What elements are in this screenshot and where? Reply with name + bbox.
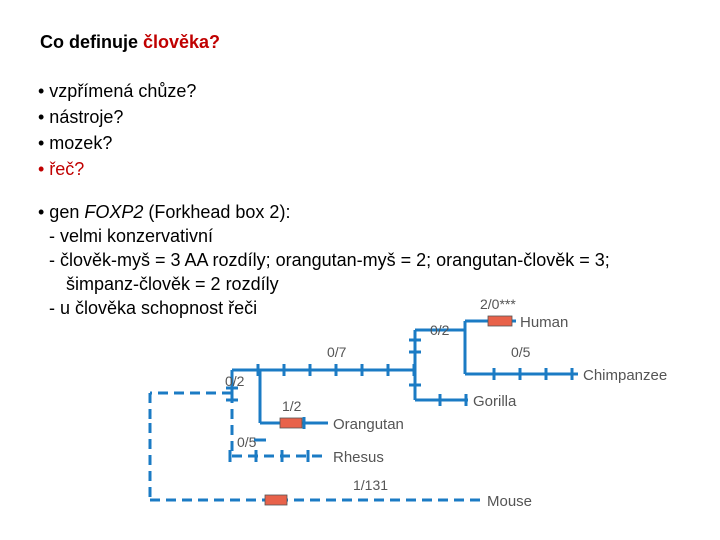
branch-label-orangutan: 1/2 bbox=[282, 398, 302, 414]
branch-label-mouse: 1/131 bbox=[353, 477, 389, 493]
branch-label-human: 2/0*** bbox=[480, 296, 516, 312]
gene-point-conserved: - velmi konzervativní bbox=[49, 226, 214, 246]
bullet-walking: • vzpřímená chůze? bbox=[38, 81, 197, 101]
gene-point-differences-cont: šimpanz-člověk = 2 rozdíly bbox=[66, 274, 279, 294]
tree-dashed-branches bbox=[150, 393, 482, 500]
species-gorilla: Gorilla bbox=[473, 393, 517, 410]
branch-label-hominin: 0/2 bbox=[430, 322, 450, 338]
title-prefix: Co definuje bbox=[40, 32, 143, 52]
human-replacement-marker bbox=[488, 316, 512, 326]
species-human: Human bbox=[520, 314, 569, 331]
branch-label-chimpanzee: 0/5 bbox=[511, 344, 531, 360]
species-rhesus: Rhesus bbox=[333, 449, 384, 466]
bullet-brain: • mozek? bbox=[38, 133, 113, 153]
branch-label-hominid: 0/7 bbox=[327, 344, 347, 360]
gene-name: FOXP2 bbox=[84, 202, 144, 222]
mouse-replacement-marker bbox=[265, 495, 287, 505]
gene-point-speech: - u člověka schopnost řeči bbox=[49, 298, 258, 318]
orangutan-replacement-marker bbox=[280, 418, 302, 428]
gene-prefix: • gen bbox=[38, 202, 85, 222]
bullet-tools: • nástroje? bbox=[38, 107, 124, 127]
branch-label-primate: 0/2 bbox=[225, 373, 245, 389]
gene-point-differences: - člověk-myš = 3 AA rozdíly; orangutan-myš = 2; orangutan-člověk = 3; bbox=[49, 250, 610, 270]
bullet-speech: • řeč? bbox=[38, 159, 85, 179]
title-highlight: člověka? bbox=[143, 32, 221, 52]
species-orangutan: Orangutan bbox=[333, 416, 404, 433]
species-chimpanzee: Chimpanzee bbox=[583, 367, 668, 384]
branch-label-rhesus: 0/5 bbox=[237, 434, 257, 450]
gene-suffix: (Forkhead box 2): bbox=[143, 202, 291, 222]
species-mouse: Mouse bbox=[487, 493, 533, 510]
